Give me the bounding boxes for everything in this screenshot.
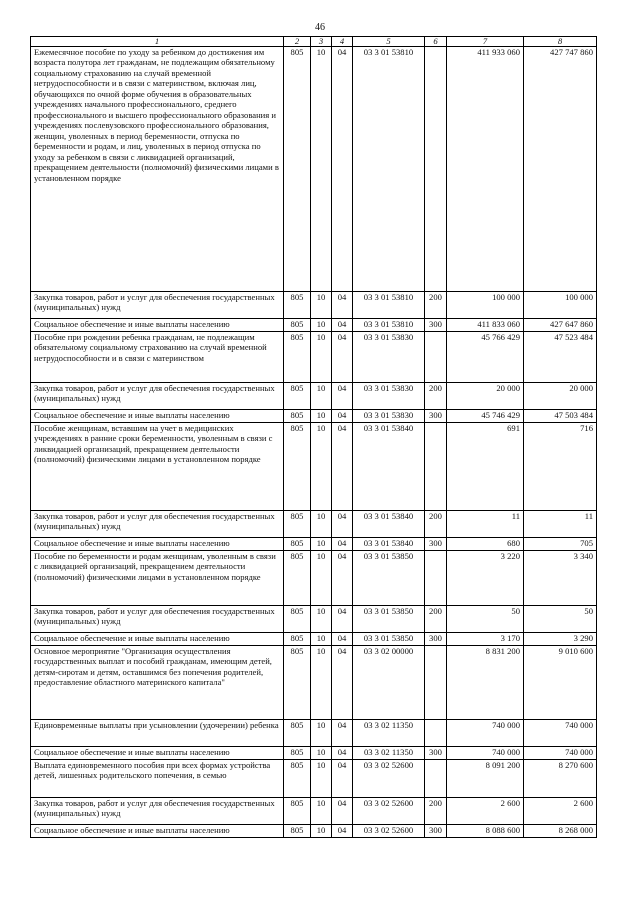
table-row	[31, 825, 597, 838]
table-row	[31, 747, 597, 760]
row-ministry: 805	[284, 551, 311, 606]
row-ministry: 805	[284, 646, 311, 720]
row-ministry: 805	[284, 410, 311, 423]
row-target-code: 03 3 01 53830	[353, 332, 425, 383]
row-subsection: 04	[332, 47, 353, 292]
row-amount-col8: 740 000	[524, 720, 597, 747]
row-expense-type: 300	[425, 633, 447, 646]
row-section: 10	[311, 47, 332, 292]
row-subsection: 04	[332, 798, 353, 825]
row-amount-col8: 9 010 600	[524, 646, 597, 720]
row-name: Социальное обеспечение и иные выплаты населению	[31, 319, 284, 332]
row-subsection: 04	[332, 720, 353, 747]
row-section: 10	[311, 606, 332, 633]
row-subsection: 04	[332, 633, 353, 646]
row-section: 10	[311, 720, 332, 747]
row-amount-col7: 3 220	[447, 551, 524, 606]
row-expense-type	[425, 760, 447, 798]
row-target-code: 03 3 01 53810	[353, 292, 425, 319]
table-row	[31, 383, 597, 410]
row-section: 10	[311, 292, 332, 319]
row-name: Пособие по беременности и родам женщинам, уволенным в связи с ликвидацией организаций, прекращением деятельности (полномочий) физическими лицами в установленном порядке	[31, 551, 284, 606]
row-section: 10	[311, 633, 332, 646]
row-target-code: 03 3 02 52600	[353, 825, 425, 838]
row-amount-col7: 8 831 200	[447, 646, 524, 720]
row-section: 10	[311, 825, 332, 838]
row-amount-col8: 427 647 860	[524, 319, 597, 332]
row-amount-col8: 8 270 600	[524, 760, 597, 798]
row-section: 10	[311, 747, 332, 760]
row-subsection: 04	[332, 410, 353, 423]
table-row	[31, 760, 597, 798]
row-amount-col7: 740 000	[447, 747, 524, 760]
row-expense-type	[425, 332, 447, 383]
table-row	[31, 551, 597, 606]
row-subsection: 04	[332, 825, 353, 838]
row-amount-col7: 45 766 429	[447, 332, 524, 383]
row-target-code: 03 3 01 53850	[353, 606, 425, 633]
row-name: Социальное обеспечение и иные выплаты населению	[31, 633, 284, 646]
header-cell: 7	[447, 37, 524, 47]
row-expense-type: 200	[425, 798, 447, 825]
row-expense-type: 300	[425, 319, 447, 332]
row-expense-type: 300	[425, 747, 447, 760]
row-amount-col8: 47 523 484	[524, 332, 597, 383]
row-name: Социальное обеспечение и иные выплаты населению	[31, 410, 284, 423]
row-name: Ежемесячное пособие по уходу за ребенком до достижения им возраста полутора лет гражданам, не подлежащим обязательному социальному страхованию на случай временной нетрудоспособности и в связи с материнством, включая лиц, обучающихся по очной форме обучения в образовательных учреждениях начального профессионального, среднего профессионального и высшего профессионального образования и учреждениях послевузовского профессионального образования, женщин, уволенных в период беременности, отпуска по беременности и родам, и лиц, уволенных в период отпуска по уходу за ребенком в связи с ликвидацией организаций, прекращением деятельности (полномочий) физическими лицами в установленном порядке	[31, 47, 284, 292]
row-name: Закупка товаров, работ и услуг для обеспечения государственных (муниципальных) нужд	[31, 511, 284, 538]
row-expense-type	[425, 551, 447, 606]
row-target-code: 03 3 01 53850	[353, 633, 425, 646]
row-name: Закупка товаров, работ и услуг для обеспечения государственных (муниципальных) нужд	[31, 383, 284, 410]
row-amount-col7: 100 000	[447, 292, 524, 319]
row-ministry: 805	[284, 798, 311, 825]
row-ministry: 805	[284, 747, 311, 760]
row-section: 10	[311, 383, 332, 410]
table-row	[31, 633, 597, 646]
row-target-code: 03 3 01 53810	[353, 47, 425, 292]
row-amount-col8: 20 000	[524, 383, 597, 410]
row-section: 10	[311, 760, 332, 798]
row-target-code: 03 3 02 11350	[353, 747, 425, 760]
row-target-code: 03 3 01 53840	[353, 423, 425, 511]
row-expense-type	[425, 720, 447, 747]
row-amount-col7: 8 088 600	[447, 825, 524, 838]
row-subsection: 04	[332, 747, 353, 760]
row-expense-type: 200	[425, 383, 447, 410]
row-section: 10	[311, 538, 332, 551]
row-name: Выплата единовременного пособия при всех формах устройства детей, лишенных родительского попечения, в семью	[31, 760, 284, 798]
row-amount-col7: 2 600	[447, 798, 524, 825]
row-amount-col7: 3 170	[447, 633, 524, 646]
row-amount-col8: 716	[524, 423, 597, 511]
row-target-code: 03 3 01 53840	[353, 511, 425, 538]
row-amount-col8: 740 000	[524, 747, 597, 760]
row-subsection: 04	[332, 760, 353, 798]
row-amount-col8: 47 503 484	[524, 410, 597, 423]
row-ministry: 805	[284, 292, 311, 319]
row-amount-col7: 20 000	[447, 383, 524, 410]
header-cell: 6	[425, 37, 447, 47]
header-cell: 5	[353, 37, 425, 47]
row-section: 10	[311, 423, 332, 511]
table-row	[31, 720, 597, 747]
row-ministry: 805	[284, 383, 311, 410]
row-amount-col7: 45 746 429	[447, 410, 524, 423]
row-subsection: 04	[332, 551, 353, 606]
page-number: 46	[315, 22, 325, 33]
row-subsection: 04	[332, 383, 353, 410]
row-section: 10	[311, 646, 332, 720]
row-target-code: 03 3 02 52600	[353, 798, 425, 825]
row-expense-type	[425, 423, 447, 511]
header-cell: 1	[31, 37, 284, 47]
row-amount-col8: 50	[524, 606, 597, 633]
row-amount-col7: 411 933 060	[447, 47, 524, 292]
row-amount-col8: 2 600	[524, 798, 597, 825]
row-amount-col8: 100 000	[524, 292, 597, 319]
row-expense-type	[425, 47, 447, 292]
row-ministry: 805	[284, 720, 311, 747]
row-amount-col8: 3 290	[524, 633, 597, 646]
row-expense-type	[425, 646, 447, 720]
row-section: 10	[311, 798, 332, 825]
row-subsection: 04	[332, 332, 353, 383]
row-target-code: 03 3 01 53810	[353, 319, 425, 332]
row-amount-col7: 11	[447, 511, 524, 538]
row-ministry: 805	[284, 760, 311, 798]
row-target-code: 03 3 01 53850	[353, 551, 425, 606]
row-name: Социальное обеспечение и иные выплаты населению	[31, 825, 284, 838]
row-name: Основное мероприятие "Организация осуществления государственных выплат и пособий гражданам, имеющим детей, детям-сиротам и детям, оставшимся без попечения родителей, предоставление областного материнского капитала"	[31, 646, 284, 720]
row-amount-col7: 411 833 060	[447, 319, 524, 332]
row-amount-col8: 427 747 860	[524, 47, 597, 292]
row-name: Единовременные выплаты при усыновлении (удочерении) ребенка	[31, 720, 284, 747]
header-cell: 8	[524, 37, 597, 47]
header-cell: 4	[332, 37, 353, 47]
row-amount-col7: 680	[447, 538, 524, 551]
row-amount-col7: 50	[447, 606, 524, 633]
row-amount-col8: 11	[524, 511, 597, 538]
row-name: Закупка товаров, работ и услуг для обеспечения государственных (муниципальных) нужд	[31, 606, 284, 633]
row-name: Социальное обеспечение и иные выплаты населению	[31, 538, 284, 551]
row-expense-type: 300	[425, 410, 447, 423]
table-row	[31, 423, 597, 511]
row-subsection: 04	[332, 319, 353, 332]
row-target-code: 03 3 01 53830	[353, 410, 425, 423]
row-name: Пособие женщинам, вставшим на учет в медицинских учреждениях в ранние сроки беременности, уволенным в связи с ликвидацией организаций, прекращением деятельности (полномочий) физическими лицами в установленном порядке	[31, 423, 284, 511]
row-subsection: 04	[332, 292, 353, 319]
row-ministry: 805	[284, 423, 311, 511]
table-row	[31, 646, 597, 720]
row-section: 10	[311, 551, 332, 606]
row-ministry: 805	[284, 47, 311, 292]
row-subsection: 04	[332, 423, 353, 511]
row-amount-col7: 691	[447, 423, 524, 511]
row-target-code: 03 3 02 00000	[353, 646, 425, 720]
row-name: Закупка товаров, работ и услуг для обеспечения государственных (муниципальных) нужд	[31, 798, 284, 825]
row-subsection: 04	[332, 646, 353, 720]
row-section: 10	[311, 410, 332, 423]
row-amount-col8: 3 340	[524, 551, 597, 606]
row-name: Социальное обеспечение и иные выплаты населению	[31, 747, 284, 760]
row-expense-type: 200	[425, 606, 447, 633]
row-target-code: 03 3 02 52600	[353, 760, 425, 798]
row-name: Пособие при рождении ребенка гражданам, не подлежащим обязательному социальному страхованию на случай временной нетрудоспособности и в связи с материнством	[31, 332, 284, 383]
table-row	[31, 332, 597, 383]
table-row	[31, 798, 597, 825]
row-ministry: 805	[284, 319, 311, 332]
table-row	[31, 47, 597, 292]
table-row	[31, 538, 597, 551]
header-cell: 3	[311, 37, 332, 47]
row-expense-type: 300	[425, 538, 447, 551]
row-ministry: 805	[284, 538, 311, 551]
row-section: 10	[311, 332, 332, 383]
row-target-code: 03 3 01 53830	[353, 383, 425, 410]
row-amount-col8: 8 268 000	[524, 825, 597, 838]
row-amount-col7: 8 091 200	[447, 760, 524, 798]
row-subsection: 04	[332, 538, 353, 551]
table-row	[31, 319, 597, 332]
row-target-code: 03 3 01 53840	[353, 538, 425, 551]
row-expense-type: 200	[425, 511, 447, 538]
row-subsection: 04	[332, 606, 353, 633]
header-cell: 2	[284, 37, 311, 47]
table-row	[31, 292, 597, 319]
row-name: Закупка товаров, работ и услуг для обеспечения государственных (муниципальных) нужд	[31, 292, 284, 319]
row-section: 10	[311, 319, 332, 332]
row-amount-col7: 740 000	[447, 720, 524, 747]
budget-table	[30, 36, 597, 838]
table-row	[31, 410, 597, 423]
row-expense-type: 200	[425, 292, 447, 319]
row-ministry: 805	[284, 825, 311, 838]
row-target-code: 03 3 02 11350	[353, 720, 425, 747]
table-row	[31, 606, 597, 633]
row-subsection: 04	[332, 511, 353, 538]
row-amount-col8: 705	[524, 538, 597, 551]
row-section: 10	[311, 511, 332, 538]
header-row	[31, 37, 597, 47]
row-ministry: 805	[284, 332, 311, 383]
row-ministry: 805	[284, 511, 311, 538]
row-ministry: 805	[284, 633, 311, 646]
table-row	[31, 511, 597, 538]
row-expense-type: 300	[425, 825, 447, 838]
row-ministry: 805	[284, 606, 311, 633]
